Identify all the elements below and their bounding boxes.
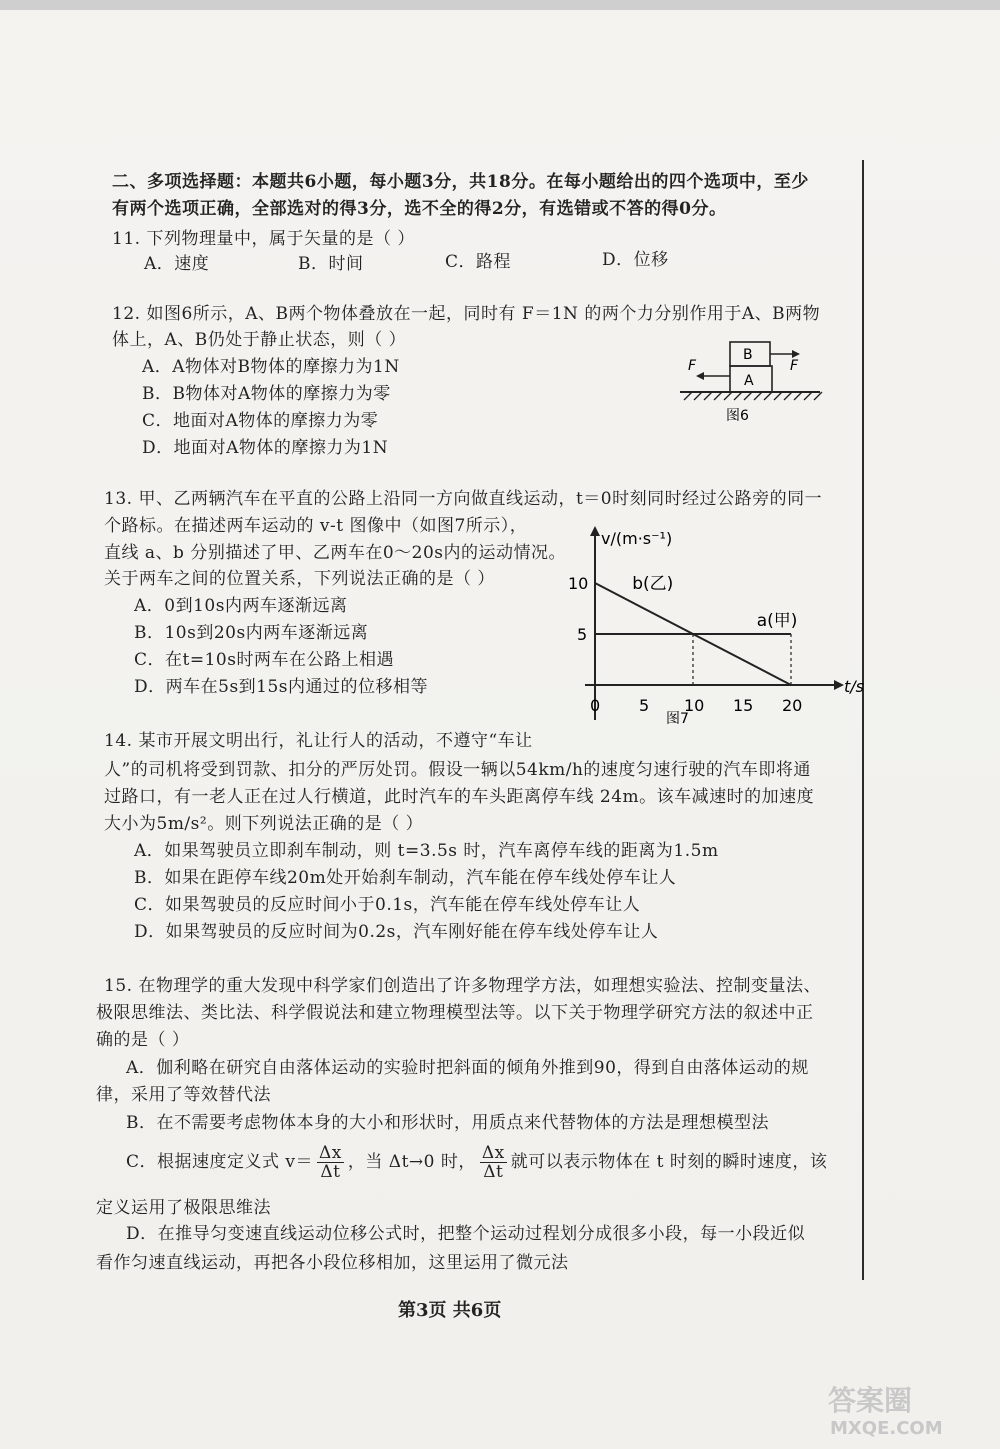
q15-option-d-line2: 看作匀速直线运动，再把各小段位移相加，这里运用了微元法 [96, 1253, 569, 1273]
watermark-url: MXQE.COM [830, 1418, 943, 1439]
fraction-denominator: Δt [320, 1162, 341, 1182]
y-tick-label: 10 [568, 574, 589, 593]
q11-option-d: D．位移 [602, 250, 669, 270]
x-axis-arrowhead [834, 680, 844, 690]
q12-option-c: C．地面对A物体的摩擦力为零 [142, 411, 379, 431]
q15-option-a-line1: A．伽利略在研究自由落体运动的实验时把斜面的倾角外推到90，得到自由落体运动的规 [126, 1058, 809, 1078]
q15-stem-line3: 确的是（ ） [96, 1030, 190, 1050]
q14-stem-line4: 大小为5m/s²。则下列说法正确的是（ ） [104, 814, 424, 834]
force-right-label: F [790, 358, 799, 374]
q13-option-a: A．0到10s内两车逐渐远离 [134, 596, 348, 616]
x-axis-label: t/s [844, 677, 864, 696]
figure-6 [672, 330, 842, 430]
q13-option-b: B．10s到20s内两车逐渐远离 [134, 623, 369, 643]
q15-option-d-line1: D．在推导匀变速直线运动位移公式时，把整个运动过程划分成很多小段，每一小段近似 [126, 1224, 806, 1244]
q14-stem-line3: 过路口，有一老人正在过人行横道，此时汽车的车头距离停车线 24m。该车减速时的加速度 [104, 787, 815, 807]
velocity-fraction-2 [480, 1144, 507, 1181]
y-axis-label: v/(m·s⁻¹) [601, 529, 673, 548]
q15-option-c-line1 [126, 1142, 827, 1182]
ground-hatching [684, 392, 822, 400]
force-right-arrowhead [792, 350, 800, 358]
x-tick-label: 0 [590, 696, 601, 715]
q15-stem-line1: 15. 在物理学的重大发现中科学家们创造出了许多物理学方法，如理想实验法、控制变量法、 [104, 976, 821, 996]
scan-edge [0, 0, 1000, 10]
y-axis-arrowhead [590, 526, 600, 536]
q11-option-c: C．路程 [445, 252, 512, 272]
series-a-label: a(甲) [756, 611, 798, 631]
q11-stem: 11. 下列物理量中，属于矢量的是（ ） [112, 229, 415, 249]
q12-option-b: B．B物体对A物体的摩擦力为零 [142, 384, 391, 404]
x-tick-label: 20 [782, 696, 803, 715]
page-footer: 第3页 共6页 [398, 1300, 502, 1321]
q13-option-c: C．在t=10s时两车在公路上相遇 [134, 650, 394, 670]
force-left-label: F [688, 358, 697, 374]
fraction-numerator: Δx [319, 1143, 342, 1163]
q14-option-c: C．如果驾驶员的反应时间小于0.1s，汽车能在停车线处停车让人 [134, 895, 641, 915]
watermark-title: 答案圈 [828, 1384, 913, 1417]
q15-option-b: B．在不需要考虑物体本身的大小和形状时，用质点来代替物体的方法是理想模型法 [126, 1113, 769, 1133]
q13-stem-line4: 关于两车之间的位置关系，下列说法正确的是（ ） [104, 569, 495, 589]
q13-stem-line2: 个路标。在描述两车运动的 v-t 图像中（如图7所示）， [104, 516, 528, 536]
q13-option-d: D．两车在5s到15s内通过的位移相等 [134, 677, 429, 697]
section-header-line1: 二、多项选择题：本题共6小题，每小题3分，共18分。在每小题给出的四个选项中，至少 [112, 172, 809, 192]
q13-stem-line3: 直线 a、b 分别描述了甲、乙两车在0～20s内的运动情况。 [104, 543, 566, 563]
q11-option-b: B．时间 [298, 254, 364, 274]
q15-option-c-middle: ，当 Δt→0 时， [347, 1152, 476, 1172]
q15-option-c-line2: 定义运用了极限思维法 [96, 1198, 271, 1218]
q14-stem-line1: 14. 某市开展文明出行，礼让行人的活动，不遵守“车让 [104, 731, 533, 751]
block-a-label: A [744, 373, 754, 389]
q13-stem-line1: 13. 甲、乙两辆汽车在平直的公路上沿同一方向做直线运动，t＝0时刻同时经过公路旁的同一 [104, 489, 823, 509]
section-header-line2: 有两个选项正确，全部选对的得3分，选不全的得2分，有选错或不答的得0分。 [112, 199, 727, 219]
q12-option-a: A．A物体对B物体的摩擦力为1N [142, 357, 400, 377]
q14-option-b: B．如果在距停车线20m处开始刹车制动，汽车能在停车线处停车让人 [134, 868, 677, 888]
series-b-label: b(乙) [632, 574, 674, 595]
q15-stem-line2: 极限思维法、类比法、科学假说法和建立物理模型法等。以下关于物理学研究方法的叙述中正 [96, 1003, 814, 1023]
velocity-fraction-1 [317, 1144, 344, 1181]
q12-option-d: D．地面对A物体的摩擦力为1N [142, 438, 389, 458]
figure-7-chart [560, 520, 880, 730]
q14-stem-line2: 人”的司机将受到罚款、扣分的严厉处罚。假设一辆以54km/h的速度匀速行驶的汽车即将通 [104, 760, 811, 780]
q14-option-a: A．如果驾驶员立即刹车制动，则 t=3.5s 时，汽车离停车线的距离为1.5m [134, 841, 719, 861]
x-tick-label: 15 [733, 696, 754, 715]
fraction-denominator: Δt [483, 1162, 504, 1182]
q12-stem-line1: 12. 如图6所示，A、B两个物体叠放在一起，同时有 F＝1N 的两个力分别作用于A、B两物 [112, 304, 821, 324]
q15-option-a-line2: 律，采用了等效替代法 [96, 1085, 271, 1105]
force-left-arrowhead [696, 372, 704, 380]
x-tick-label: 5 [639, 696, 650, 715]
y-tick-label: 5 [577, 625, 588, 644]
fraction-numerator: Δx [481, 1143, 505, 1163]
figure-6-caption: 图6 [726, 408, 749, 424]
q15-option-c-prefix: C．根据速度定义式 v＝ [126, 1152, 314, 1172]
q14-option-d: D．如果驾驶员的反应时间为0.2s，汽车刚好能在停车线处停车让人 [134, 922, 659, 942]
q11-option-a: A．速度 [144, 254, 210, 274]
q15-option-c-suffix: 就可以表示物体在 t 时刻的瞬时速度，该 [510, 1152, 828, 1172]
watermark-logo [822, 1380, 982, 1440]
figure-7-caption: 图7 [666, 711, 689, 727]
x-tick-label: 10 [684, 696, 705, 715]
block-b-label: B [743, 347, 753, 363]
q12-stem-line2: 体上，A、B仍处于静止状态，则（ ） [112, 330, 407, 350]
